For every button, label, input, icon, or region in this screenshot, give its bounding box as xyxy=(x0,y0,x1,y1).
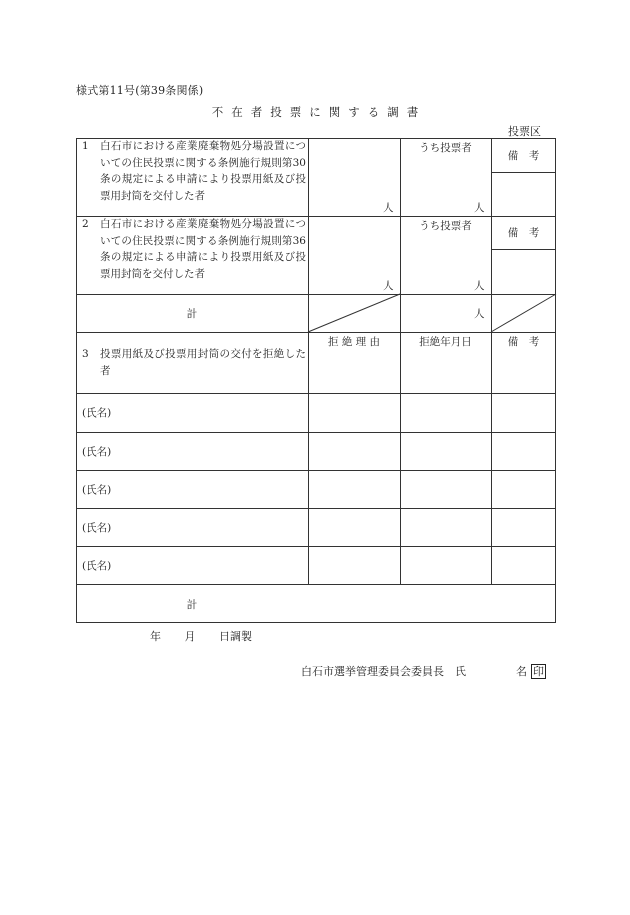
name-label: (氏名) xyxy=(82,560,112,572)
section1-text: 白石市における産業廃棄物処分場設置についての住民投票に関する条例施行規則第30条の規定による申請により投票用紙及び投票用封筒を交付した者 xyxy=(100,140,306,202)
name-label: (氏名) xyxy=(82,522,112,534)
form-number: 様式第11号(第39条関係) xyxy=(76,84,204,97)
section2-number: 2 xyxy=(82,218,89,230)
section2-voted-unit: 人 xyxy=(474,280,485,292)
diagonal-slash xyxy=(491,294,556,332)
section3-total-label: 計 xyxy=(186,599,198,611)
section2-voted-header: うち投票者 xyxy=(419,220,472,232)
diagonal-slash xyxy=(308,294,400,332)
rejection-reason-header: 拒 絶 理 由 xyxy=(327,336,380,348)
district-label: 投票区 xyxy=(508,125,541,138)
section1-voted-header: うち投票者 xyxy=(419,142,472,154)
name-char: 名 xyxy=(516,665,527,678)
signature-line xyxy=(0,663,546,679)
section2-text: 白石市における産業廃棄物処分場設置についての住民投票に関する条例施行規則第36条の規定による申請により投票用紙及び投票用封筒を交付した者 xyxy=(100,218,306,280)
total-unit: 人 xyxy=(474,308,485,320)
signatory-label: 白石市選挙管理委員会委員長 氏 xyxy=(301,665,466,678)
name-label: (氏名) xyxy=(82,484,112,496)
rejection-remarks-header: 備 考 xyxy=(507,336,540,348)
section1-number: 1 xyxy=(82,140,89,152)
name-label: (氏名) xyxy=(82,407,112,419)
section1-count-unit: 人 xyxy=(383,202,394,214)
section2-remarks-header: 備 考 xyxy=(507,227,540,239)
section3-text: 投票用紙及び投票用封筒の交付を拒絶した者 xyxy=(100,348,306,377)
document-title: 不在者投票に関する調書 xyxy=(211,105,427,119)
name-label: (氏名) xyxy=(82,446,112,458)
section1-remarks-header: 備 考 xyxy=(507,150,540,162)
total-label: 計 xyxy=(186,308,198,320)
section2-count-unit: 人 xyxy=(383,280,394,292)
seal-mark: 印 xyxy=(533,665,544,678)
section1-voted-unit: 人 xyxy=(474,202,485,214)
section3-number: 3 xyxy=(82,348,89,360)
rejection-date-header: 拒絶年月日 xyxy=(419,336,472,348)
date-line: 年 月 日調製 xyxy=(150,630,252,643)
